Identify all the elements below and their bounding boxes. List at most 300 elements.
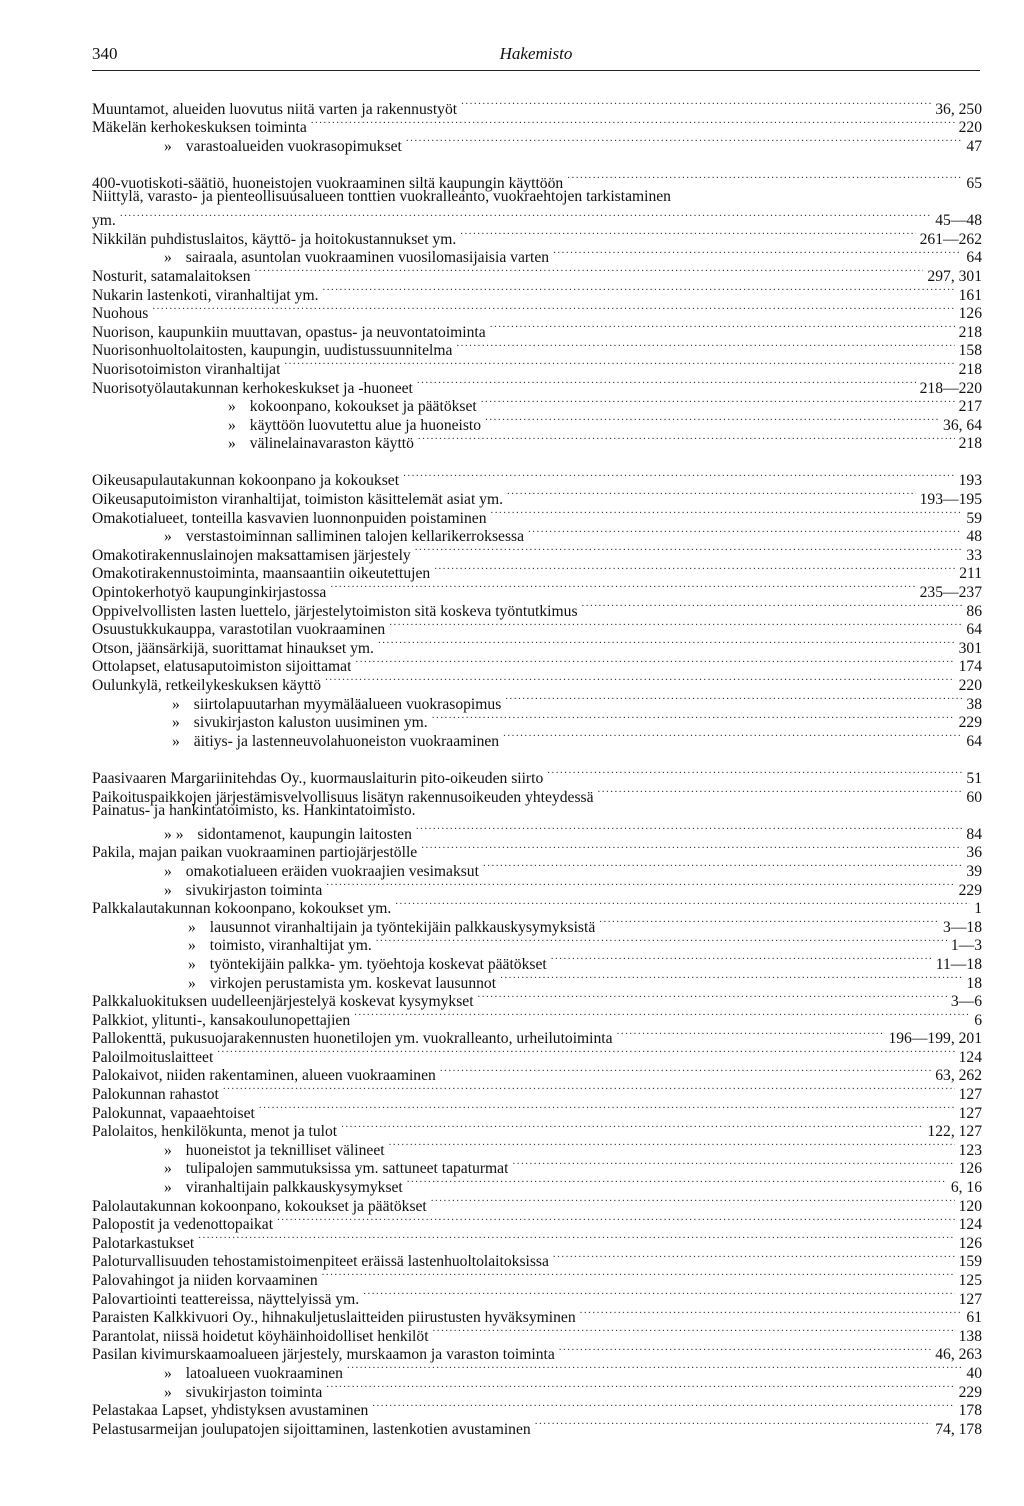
entry-pages: 38 — [966, 695, 982, 713]
leader-dots — [389, 616, 962, 635]
index-entry — [92, 225, 982, 248]
leader-dots — [347, 1359, 962, 1378]
entry-pages: 261—262 — [919, 230, 982, 248]
entry-label: sivukirjaston toiminta — [185, 1383, 323, 1401]
leader-dots — [582, 597, 963, 616]
index-entry — [92, 169, 982, 192]
index-entry — [92, 1192, 982, 1215]
ditto-mark: » — [172, 732, 180, 750]
entry-pages: 18 — [966, 974, 982, 992]
header-rule — [92, 70, 980, 71]
index-entry — [92, 1322, 982, 1345]
index-entry — [92, 857, 982, 880]
entry-text — [92, 802, 416, 821]
entry-pages: 218 — [958, 323, 982, 341]
leader-dots — [431, 1192, 955, 1211]
index-entry — [92, 1359, 982, 1382]
leader-dots — [255, 262, 924, 281]
index-entry — [92, 913, 982, 936]
entry-pages: 64 — [966, 249, 982, 267]
leader-dots — [418, 430, 955, 449]
ditto-mark: » — [164, 249, 172, 267]
index-entry — [92, 1266, 982, 1289]
leader-dots — [461, 95, 931, 114]
entry-pages: 74, 178 — [935, 1420, 982, 1438]
leader-dots — [403, 467, 955, 486]
entry-label: Osuustukkukauppa, varastotilan vuokraaminen — [92, 621, 386, 639]
index-entry — [92, 114, 982, 137]
leader-dots — [599, 913, 939, 932]
entry-label: verstastoiminnan salliminen talojen kellarikerroksessa — [185, 528, 525, 546]
index-entry — [92, 671, 982, 694]
index-entry — [92, 281, 982, 304]
entry-label: Palotarkastukset — [92, 1234, 195, 1252]
leader-dots — [456, 337, 954, 356]
index-entry — [92, 1211, 982, 1234]
ditto-mark: » — [164, 137, 172, 155]
ditto-mark: » — [228, 435, 236, 453]
entry-label: Paikoituspaikkojen järjestämisvelvollisuus lisätyn rakennusoikeuden yhteydessä — [92, 788, 594, 806]
entry-label: Palkkalautakunnan kokoonpano, kokoukset ym. — [92, 900, 392, 918]
leader-dots — [551, 950, 932, 969]
entry-text — [92, 733, 499, 752]
index-entry — [92, 578, 982, 602]
entry-pages: 174 — [958, 658, 982, 676]
index-entry — [92, 244, 982, 267]
leader-dots — [311, 114, 955, 133]
index-entry — [92, 95, 982, 118]
index-entry — [92, 1341, 982, 1364]
entry-label: Palopostit ja vedenottopaikat — [92, 1216, 274, 1234]
entry-label: Nosturit, satamalaitoksen — [92, 267, 251, 285]
entry-label: Palokunnat, vapaaehtoiset — [92, 1104, 255, 1122]
ditto-mark: » — [172, 695, 180, 713]
index-entry — [92, 337, 982, 360]
index-entry — [92, 411, 982, 434]
entry-text — [92, 138, 402, 157]
leader-dots — [567, 169, 962, 188]
leader-dots — [481, 393, 955, 412]
entry-label: omakotialueen eräiden vuokraajien vesimaksut — [185, 862, 479, 880]
index-entry — [92, 597, 982, 620]
ditto-mark: » — [164, 528, 172, 546]
leader-dots — [330, 578, 915, 597]
entry-label: sidontamenot, kaupungin laitosten — [197, 825, 412, 843]
ditto-mark: » — [164, 1160, 172, 1178]
entry-pages: 36 — [966, 844, 982, 862]
index-entry — [92, 839, 982, 862]
entry-pages: 39 — [966, 862, 982, 880]
index-entry — [92, 1415, 982, 1438]
entry-pages: 126 — [958, 1160, 982, 1178]
entry-pages: 301 — [958, 639, 982, 657]
entry-label: Nuorisotoimiston viranhaltijat — [92, 360, 281, 378]
leader-dots — [198, 1229, 954, 1248]
entry-label: Palolautakunnan kokoonpano, kokoukset ja päätökset — [92, 1197, 427, 1215]
entry-pages: 158 — [958, 342, 982, 360]
leader-dots — [440, 1062, 931, 1081]
entry-pages: 229 — [958, 714, 982, 732]
entry-pages: 297, 301 — [927, 267, 982, 285]
entry-pages: 193 — [958, 472, 982, 490]
entry-pages: 211 — [959, 565, 982, 583]
entry-pages: 46, 263 — [935, 1346, 982, 1364]
leader-dots — [483, 857, 962, 876]
entry-label: Palovahingot ja niiden korvaaminen — [92, 1272, 318, 1289]
entry-pages: 126 — [958, 1234, 982, 1252]
index-entry — [92, 560, 982, 583]
index-entry — [92, 932, 982, 955]
entry-label: kokoonpano, kokoukset ja päätökset — [249, 398, 477, 416]
index-entries — [92, 95, 982, 1438]
ditto-mark: » — [188, 937, 196, 955]
entry-label: Niittylä, varasto- ja pienteollisuusalueen tonttien vuokralleanto, vuokraehtojen tarkistaminen — [92, 187, 671, 205]
ditto-mark: » — [164, 1179, 172, 1197]
entry-label: toimisto, viranhaltijat ym. — [209, 937, 372, 955]
entry-label: latoalueen vuokraaminen — [185, 1364, 343, 1382]
entry-label: äitiys- ja lastenneuvolahuoneiston vuokraaminen — [193, 732, 500, 750]
leader-dots — [500, 969, 962, 988]
leader-dots — [490, 318, 955, 337]
entry-pages: 3—18 — [943, 918, 982, 936]
entry-pages: 1—3 — [950, 937, 982, 955]
leader-dots — [326, 1378, 954, 1397]
entry-label: Paasivaaren Margariinitehdas Oy., kuormauslaiturin pito-oikeuden siirto — [92, 769, 544, 787]
index-entry — [92, 132, 982, 155]
entry-label: lausunnot viranhaltijain ja työntekijäin palkkauskysymyksistä — [209, 918, 596, 936]
entry-pages: 64 — [966, 621, 982, 639]
leader-dots — [415, 541, 963, 560]
entry-pages: 3—6 — [950, 993, 982, 1011]
entry-label: Oppivelvollisten lasten luettelo, järjestelytoimiston sitä koskeva työntutkimus — [92, 602, 578, 620]
leader-dots — [259, 1099, 955, 1118]
index-entry — [92, 1397, 982, 1420]
leader-dots — [378, 634, 955, 653]
leader-dots — [478, 988, 947, 1007]
entry-label: Mäkelän kerhokeskuksen toiminta — [92, 119, 307, 137]
index-entry — [92, 1155, 982, 1178]
entry-pages: 84 — [966, 825, 982, 843]
entry-pages: 48 — [966, 528, 982, 546]
leader-dots — [277, 1211, 955, 1230]
ditto-mark: » — [228, 416, 236, 434]
entry-pages: 127 — [958, 1086, 982, 1104]
index-entry — [92, 969, 982, 992]
leader-dots — [485, 411, 939, 430]
index-entry — [92, 876, 982, 899]
entry-label: työntekijäin palkka- ym. työehtoja koskevat päätökset — [209, 955, 547, 973]
index-entry — [92, 207, 982, 230]
entry-pages: 60 — [966, 788, 982, 806]
leader-dots — [528, 523, 962, 542]
leader-dots — [323, 281, 955, 300]
entry-label: Nuorisotyölautakunnan kerhokeskukset ja -huoneet — [92, 379, 413, 397]
entry-pages: 122, 127 — [927, 1123, 982, 1141]
entry-label: Parantolat, niissä hoidetut köyhäinhoidolliset henkilöt — [92, 1327, 429, 1345]
entry-pages: 61 — [966, 1309, 982, 1327]
ditto-mark: » — [188, 955, 196, 973]
ditto-mark: » — [164, 881, 172, 899]
entry-pages: 235—237 — [919, 584, 982, 602]
entry-pages: 193—195 — [919, 491, 982, 509]
entry-label: viranhaltijain palkkauskysymykset — [185, 1179, 403, 1197]
entry-pages: 64 — [966, 732, 982, 750]
entry-label: Nuorisonhuoltolaitosten, kaupungin, uudistussuunnitelma — [92, 342, 453, 360]
entry-label: Pasilan kivimurskaamoalueen järjestely, murskaamon ja varaston toiminta — [92, 1346, 555, 1364]
index-entry — [92, 318, 982, 341]
leader-dots — [406, 132, 963, 151]
entry-pages: 125 — [958, 1272, 982, 1289]
entry-pages: 63, 262 — [935, 1067, 982, 1085]
leader-dots — [395, 895, 970, 914]
entry-label: Pakila, majan paikan vuokraaminen partiojärjestölle — [92, 844, 418, 862]
index-entry — [92, 1304, 982, 1327]
index-entry — [92, 653, 982, 676]
index-entry — [92, 1229, 982, 1252]
leader-dots — [326, 876, 954, 895]
leader-dots — [580, 1304, 963, 1323]
entry-pages: 51 — [966, 769, 982, 787]
leader-dots — [120, 207, 931, 226]
entry-label: Omakotialueet, tonteilla kasvavien luonnonpuiden poistaminen — [92, 509, 487, 527]
leader-dots — [505, 690, 962, 709]
ditto-mark: » — [188, 918, 196, 936]
entry-label: Opintokerhotyö kaupunginkirjastossa — [92, 584, 327, 602]
entry-pages: 161 — [958, 286, 982, 304]
leader-dots — [217, 1043, 954, 1062]
index-entry — [92, 616, 982, 639]
entry-label: Omakotirakennustoiminta, maansaantiin oikeutettujen — [92, 565, 431, 583]
entry-label: Nuorison, kaupunkiin muuttavan, opastus- ja neuvontatoiminta — [92, 323, 486, 341]
leader-dots — [553, 244, 962, 263]
index-entry — [92, 485, 982, 509]
ditto-mark: » » — [164, 825, 184, 843]
entry-pages: 178 — [958, 1402, 982, 1420]
index-entry — [92, 1136, 982, 1159]
entry-pages: 45—48 — [935, 212, 982, 230]
index-entry — [92, 1025, 982, 1048]
entry-pages: 159 — [958, 1253, 982, 1271]
ditto-mark: » — [164, 862, 172, 880]
leader-dots — [421, 839, 962, 858]
leader-dots — [417, 374, 916, 393]
leader-dots — [535, 1415, 932, 1434]
entry-pages: 86 — [966, 602, 982, 620]
entry-label: ym. — [92, 212, 116, 230]
index-entry — [92, 188, 982, 207]
index-entry — [92, 634, 982, 657]
entry-label: sairaala, asuntolan vuokraaminen vuosilomasijaisia varten — [185, 249, 550, 267]
entry-label: sivukirjaston toiminta — [185, 881, 323, 899]
entry-pages: 124 — [958, 1048, 982, 1066]
leader-dots — [325, 671, 955, 690]
leader-dots — [152, 300, 954, 319]
index-entry — [92, 355, 982, 378]
index-entry — [92, 950, 982, 973]
leader-dots — [553, 1248, 955, 1267]
index-entry — [92, 988, 982, 1011]
entry-label: Ottolapset, elatusaputoimiston sijoittamat — [92, 658, 352, 676]
entry-label: Pelastusarmeijan joulupatojen sijoittaminen, lastenkotien avustaminen — [92, 1420, 531, 1438]
entry-pages: 11—18 — [935, 955, 982, 973]
ditto-mark: » — [172, 714, 180, 732]
entry-pages: 127 — [958, 1290, 982, 1308]
entry-label: varastoalueiden vuokrasopimukset — [185, 137, 402, 155]
index-entry — [92, 541, 982, 564]
page-header — [92, 44, 980, 72]
entry-label: Palkkiot, ylitunti-, kansakoulunopettajien — [92, 1011, 351, 1029]
entry-pages: 218 — [958, 435, 982, 453]
entry-pages: 217 — [958, 398, 982, 416]
entry-text — [92, 188, 671, 207]
ditto-mark: » — [164, 1141, 172, 1159]
entry-pages: 33 — [966, 546, 982, 564]
leader-dots — [503, 727, 962, 746]
leader-dots — [598, 783, 963, 802]
entry-label: Otson, jäänsärkijä, suorittamat hinaukset ym. — [92, 639, 374, 657]
leader-dots — [354, 1006, 970, 1025]
entry-label: Paloturvallisuuden tehostamistoimenpiteet eräissä lastenhuoltolaitoksissa — [92, 1253, 549, 1271]
entry-pages: 127 — [958, 1104, 982, 1122]
entry-pages: 124 — [958, 1216, 982, 1234]
entry-label: Palolaitos, henkilökunta, menot ja tulot — [92, 1123, 338, 1141]
entry-label: Painatus- ja hankintatoimisto, ks. Hankintatoimisto. — [92, 801, 416, 819]
entry-pages: 59 — [966, 509, 982, 527]
leader-dots — [223, 1080, 955, 1099]
leader-dots — [416, 820, 963, 839]
leader-dots — [507, 485, 916, 504]
entry-pages: 220 — [958, 119, 982, 137]
leader-dots — [355, 653, 954, 672]
entry-label: Pallokenttä, pukusuojarakennusten huonetilojen ym. vuokralleanto, urheilutoiminta — [92, 1030, 613, 1048]
entry-text — [92, 435, 414, 454]
entry-pages: 196—199, 201 — [888, 1030, 982, 1048]
index-entry — [92, 523, 982, 546]
index-entry — [92, 1080, 982, 1104]
index-entry — [92, 300, 982, 323]
entry-label: Paraisten Kalkkivuori Oy., hihnakuljetuslaitteiden piirustusten hyväksyminen — [92, 1309, 576, 1327]
entry-label: siirtolapuutarhan myymäläalueen vuokrasopimus — [193, 695, 502, 713]
index-entry — [92, 895, 982, 918]
entry-pages: 126 — [958, 305, 982, 323]
ditto-mark: » — [164, 1383, 172, 1401]
index-entry — [92, 1248, 982, 1271]
leader-dots — [460, 225, 915, 244]
entry-pages: 47 — [966, 137, 982, 155]
index-entry — [92, 764, 982, 787]
index-entry — [92, 783, 982, 806]
entry-pages: 36, 64 — [943, 416, 982, 434]
entry-label: Palovartiointi teattereissa, näyttelyissä ym. — [92, 1290, 360, 1308]
entry-label: Paloilmoituslaitteet — [92, 1048, 214, 1066]
leader-dots — [389, 1136, 955, 1155]
entry-pages: 123 — [958, 1141, 982, 1159]
entry-label: Nikkilän puhdistuslaitos, käyttö- ja hoitokustannukset ym. — [92, 230, 457, 248]
index-entry — [92, 802, 982, 821]
index-entry — [92, 1173, 982, 1197]
ditto-mark: » — [164, 1364, 172, 1382]
leader-dots — [363, 1285, 954, 1304]
leader-dots — [341, 1118, 923, 1137]
entry-label: Palokunnan rahastot — [92, 1086, 219, 1104]
leader-dots — [491, 504, 963, 523]
index-entry — [92, 504, 982, 527]
index-entry — [92, 374, 982, 397]
entry-label: Oulunkylä, retkeilykeskuksen käyttö — [92, 677, 322, 694]
index-entry — [92, 690, 982, 713]
leader-dots — [372, 1397, 954, 1416]
entry-label: Palokaivot, niiden rakentaminen, alueen vuokraaminen — [92, 1067, 436, 1085]
ditto-mark: » — [188, 974, 196, 992]
index-entry — [92, 262, 982, 285]
leader-dots — [434, 560, 955, 579]
leader-dots — [547, 764, 962, 783]
index-entry — [92, 1043, 982, 1066]
leader-dots — [617, 1025, 885, 1044]
index-entry — [92, 1285, 982, 1308]
index-entry — [92, 430, 982, 453]
entry-label: sivukirjaston kaluston uusiminen ym. — [193, 714, 428, 732]
index-entry — [92, 1006, 982, 1029]
leader-dots — [512, 1155, 954, 1174]
entry-label: Oikeusaputoimiston viranhaltijat, toimiston käsittelemät asiat ym. — [92, 491, 504, 509]
index-entry — [92, 1099, 982, 1122]
entry-label: 400-vuotiskoti-säätiö, huoneistojen vuokraaminen siltä kaupungin käyttöön — [92, 174, 564, 192]
leader-dots — [322, 1266, 955, 1285]
entry-label: Palkkaluokituksen uudelleenjärjestelyä koskevat kysymykset — [92, 993, 474, 1011]
entry-pages: 229 — [958, 1383, 982, 1401]
entry-label: Nuohous — [92, 305, 149, 323]
entry-pages: 6 — [974, 1011, 982, 1029]
leader-dots — [284, 355, 954, 374]
leader-dots — [433, 1322, 955, 1341]
entry-label: Omakotirakennuslainojen maksattamisen järjestely — [92, 546, 411, 564]
entry-pages: 218 — [958, 360, 982, 378]
entry-pages: 120 — [958, 1197, 982, 1215]
index-entry — [92, 727, 982, 750]
entry-pages: 65 — [966, 174, 982, 192]
entry-pages: 6, 16 — [950, 1179, 982, 1197]
index-entry — [92, 467, 982, 490]
entry-pages: 218—220 — [919, 379, 982, 397]
ditto-mark: » — [228, 398, 236, 416]
entry-pages: 220 — [958, 677, 982, 694]
index-entry — [92, 1118, 982, 1141]
entry-label: tulipalojen sammutuksissa ym. sattuneet tapaturmat — [185, 1160, 509, 1178]
index-entry — [92, 1378, 982, 1401]
entry-pages: 138 — [958, 1327, 982, 1345]
entry-label: välinelainavaraston käyttö — [249, 435, 414, 453]
entry-label: Pelastakaa Lapset, yhdistyksen avustaminen — [92, 1402, 369, 1420]
index-entry — [92, 393, 982, 416]
entry-label: Nukarin lastenkoti, viranhaltijat ym. — [92, 286, 319, 304]
running-title: Hakemisto — [499, 44, 573, 63]
leader-dots — [376, 932, 947, 951]
entry-label: Muuntamot, alueiden luovutus niitä varten ja rakennustyöt — [92, 100, 458, 118]
entry-label: Oikeusapulautakunnan kokoonpano ja kokoukset — [92, 472, 400, 490]
leader-dots — [407, 1173, 947, 1192]
entry-label: huoneistot ja teknilliset välineet — [185, 1141, 385, 1159]
entry-text — [92, 1421, 531, 1440]
index-entry — [92, 820, 982, 843]
page-number: 340 — [92, 44, 118, 63]
leader-dots — [559, 1341, 931, 1360]
entry-pages: 1 — [974, 900, 982, 918]
index-entry — [92, 1062, 982, 1085]
entry-pages: 40 — [966, 1364, 982, 1382]
index-entry — [92, 709, 982, 732]
entry-label: virkojen perustamista ym. koskevat lausunnot — [209, 974, 497, 992]
